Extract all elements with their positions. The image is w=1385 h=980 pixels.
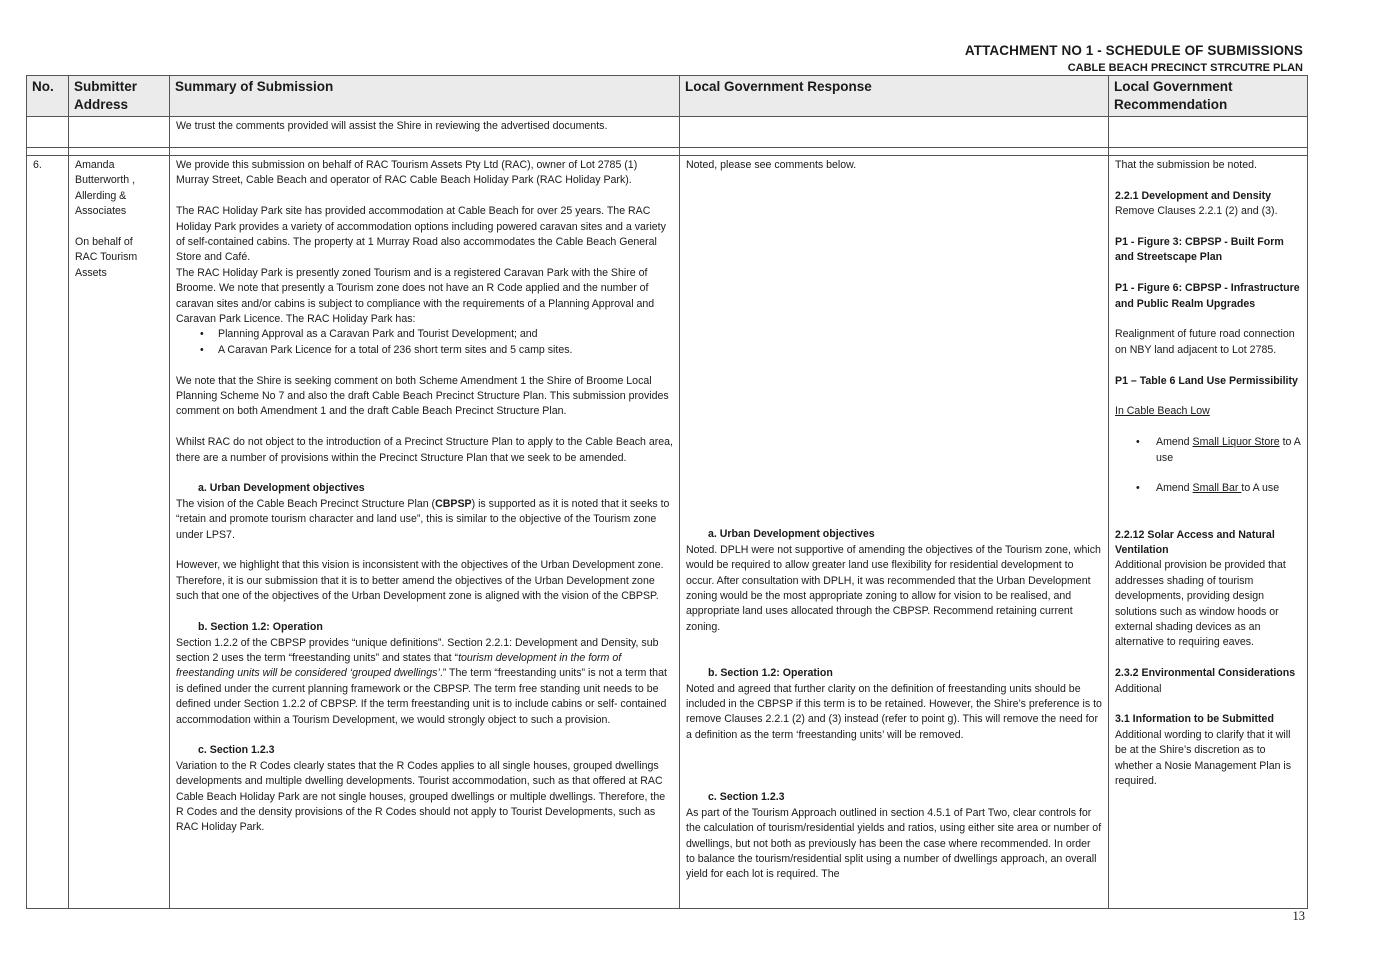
summary-para: We note that the Shire is seeking comment on both Scheme Amendment 1 the Shire of Broome Local Planning Scheme No 7 and also the draft Cable Beach Precinct Structure Plan. This submission provides comment on both Amendment 1 and the draft Cable Beach Precinct Structure Plan.: [176, 374, 669, 418]
response-para: Noted, please see comments below.: [686, 159, 857, 171]
response-para: Noted and agreed that further clarity on the definition of freestanding units should be included in the CBPSP if this term is to be retained. However, the Shire’s preference is to remove Clauses 2.2.1 (2) and (3) instead (refer to point g). This will remove the need for a definition as the term ‘freestanding units’ will be removed.: [686, 682, 1102, 741]
cell-summary: We trust the comments provided will assist the Shire in reviewing the advertised documents.: [170, 117, 680, 148]
rec-subheading: In Cable Beach Low: [1115, 405, 1210, 418]
page-number: 13: [1292, 909, 1305, 923]
col-header-recommendation: Local Government Recommendation: [1109, 76, 1308, 117]
rec-heading: 2.2.12 Solar Access and Natural Ventilation: [1115, 528, 1275, 556]
submission-number: 6.: [27, 156, 69, 909]
response-heading-b: b. Section 1.2: Operation: [708, 667, 833, 680]
summary-heading-c: c. Section 1.2.3: [198, 744, 275, 757]
summary-para: Section 1.2.2 of the CBPSP provides “unique definitions”. Section 2.2.1: Development and Density, sub section 2 uses the term “freestanding units” and states that “tourism development in the form of freestanding units will be considered ‘grouped dwellings’.” The term “freestanding units” is not a term that is defined under the current planning framework or the CBPSP. The term free standing unit needs to be defined under Section 1.2.2 of CBPSP. If the term freestanding unit is to include cabins or self- contained accommodation within a Tourism Development, we would strongly object to such a provision.: [176, 636, 667, 726]
col-header-no: No.: [27, 76, 69, 117]
summary-para: Variation to the R Codes clearly states that the R Codes applies to all single houses, grouped dwellings developments and multiple dwelling developments. Tourist accommodation, such as that offered at RAC Cable Beach Holiday Park are not single houses, grouped dwellings or multiple dwellings. Therefore, the R Codes and the density provisions of the R Codes should not apply to Tourist Developments, such as RAC Holiday Park.: [176, 759, 666, 834]
rec-bullet-list: [1115, 435, 1301, 497]
response-heading-c: c. Section 1.2.3: [708, 791, 785, 804]
list-item: • Amend Small Bar to A use: [1156, 481, 1301, 496]
response-para: Noted. DPLH were not supportive of amending the objectives of the Tourism zone, which would be required to allow greater land use flexibility for residential development to occur. After consultation with DPLH, it was recommended that the Urban Development zoning would be the most appropriate zoning to allow for vision to be realised, and appropriate land uses allocated through the CBPSP. Recommend retaining current zoning.: [686, 543, 1101, 633]
col-header-response: Local Government Response: [680, 76, 1109, 117]
submitter-address: Amanda Butterworth , Allerding & Associates On behalf of RAC Tourism Assets: [69, 156, 170, 909]
summary-heading-b: b. Section 1.2: Operation: [198, 621, 323, 634]
government-response: [680, 156, 1109, 909]
summary-bullet-list: [176, 327, 673, 358]
government-recommendation: That the submission be noted. 2.2.1 Development and Density Remove Clauses 2.2.1 (2) and (3). P1 - Figure 3: CBPSP - Built Form and Streetscape Plan P1 - Figure 6: CBPSP - Infrastructure and Public Realm Upgrades Realignment of future road connection on NBY land adjacent to Lot 2785. P1 – Table 6 Land Use Permissibility In Cable Beach Low • Amend Small Liquor Store to A use • Amend Small Bar to A use 2.2.12 Solar Access and Natural Ventilation Additional provision be provided that addresses shading of tourism developments, providing design solutions such as window hoods or external shading devices as an alternative to requiring eaves. 2.3.2 Environmental Considerations Additional 3.1 Information to be Submitted Additional wording to clarify that it will be at the Shire’s discretion as to whether a Nosie Management Plan is required.: [1109, 156, 1308, 909]
rec-heading: P1 - Figure 3: CBPSP - Built Form and Streetscape Plan: [1115, 236, 1284, 264]
rec-heading: P1 – Table 6 Land Use Permissibility: [1115, 374, 1298, 387]
rec-heading: P1 - Figure 6: CBPSP - Infrastructure and Public Realm Upgrades: [1115, 282, 1300, 310]
summary-para: The vision of the Cable Beach Precinct Structure Plan (CBPSP) is supported as it is noted that it seeks to “retain and promote tourism character and land use”, this is similar to the objective of the Tourism zone under LPS7.: [176, 497, 670, 541]
response-para: As part of the Tourism Approach outlined in section 4.5.1 of Part Two, clear controls for the calculation of tourism/residential yields and ratios, using either site area or number of dwellings, but not both as previously has been the case where recommended. In order to balance the tourism/residential split using a number of dwellings approach, an overall yield for each lot is required. The: [686, 806, 1102, 881]
cell-response: [680, 117, 1109, 148]
list-item: • Planning Approval as a Caravan Park and Tourist Development; and: [218, 327, 673, 342]
rec-heading: 3.1 Information to be Submitted: [1115, 713, 1274, 726]
cell-no: [27, 117, 69, 148]
list-item: • Amend Small Liquor Store to A use: [1156, 435, 1301, 466]
cell-submitter: [69, 117, 170, 148]
cell-recommendation: [1109, 117, 1308, 148]
submission-row-6: [27, 156, 1308, 909]
summary-para: The RAC Holiday Park site has provided accommodation at Cable Beach for over 25 years. The RAC Holiday Park provides a variety of accommodation options including powered caravan sites and a variety of self-contained cabins. The property at 1 Murray Road also accommodates the Cable Beach General Store and Café.: [176, 205, 666, 264]
summary-para: Whilst RAC do not object to the introduction of a Precinct Structure Plan to apply to the Cable Beach area, there are a number of provisions within the Precinct Structure Plan that we seek to be amended.: [176, 436, 674, 464]
list-item: • A Caravan Park Licence for a total of 236 short term sites and 5 camp sites.: [218, 343, 673, 358]
summary-para: The RAC Holiday Park is presently zoned Tourism and is a registered Caravan Park with the Shire of Broome. We note that presently a Tourism zone does not have an R Code applied and the number of caravan sites and/or cabins is subject to compliance with the requirements of a Planning Approval and Caravan Park Licence. The RAC Holiday Park has:: [176, 266, 655, 326]
continuation-row: [27, 117, 1308, 148]
summary-heading-a: a. Urban Development objectives: [198, 482, 365, 495]
col-header-submitter: Submitter Address: [69, 76, 170, 117]
submissions-table: [26, 75, 1308, 909]
rec-heading: 2.2.1 Development and Density: [1115, 189, 1272, 202]
submission-summary: [170, 156, 680, 909]
header-row: [27, 76, 1308, 117]
response-heading-a: a. Urban Development objectives: [708, 528, 875, 541]
attachment-title: ATTACHMENT NO 1 - SCHEDULE OF SUBMISSIONS: [964, 43, 1303, 58]
col-header-summary: Summary of Submission: [170, 76, 680, 117]
plan-subtitle: CABLE BEACH PRECINCT STRCUTRE PLAN: [1067, 62, 1303, 74]
summary-para: However, we highlight that this vision is inconsistent with the objectives of the Urban Development zone. Therefore, it is our submission that it is to better amend the objectives of the Urban Development zone such that one of the objectives of the Urban Development zone is aligned with the vision of the CBPSP.: [176, 559, 664, 603]
rec-heading: 2.3.2 Environmental Considerations: [1115, 667, 1296, 680]
summary-para: We provide this submission on behalf of RAC Tourism Assets Pty Ltd (RAC), owner of Lot 2785 (1) Murray Street, Cable Beach and operator of RAC Cable Beach Holiday Park (RAC Holiday Park).: [176, 159, 638, 187]
spacer-row: [27, 148, 1308, 156]
